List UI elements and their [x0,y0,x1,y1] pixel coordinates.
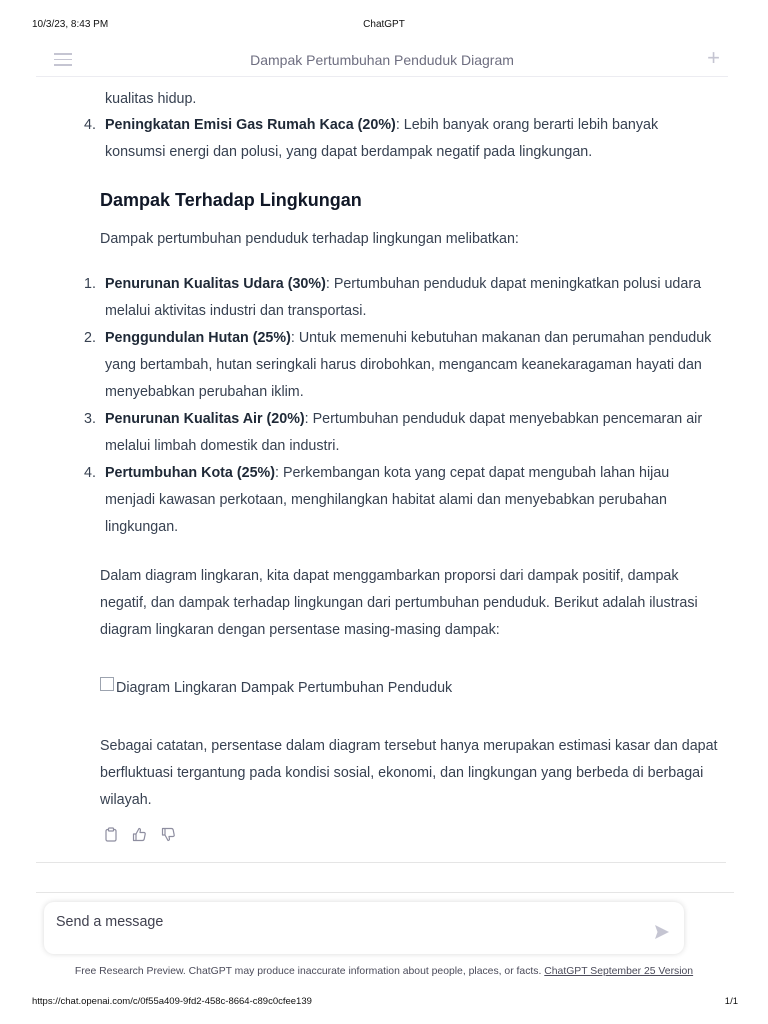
list-number: 4. [84,465,96,481]
message-input[interactable] [44,902,684,954]
list-item-title: Pertumbuhan Kota (25%) [105,465,275,481]
image-alt-text: Diagram Lingkaran Dampak Pertumbuhan Penduduk [116,680,453,696]
list-item [0,460,715,541]
list-number: 2. [84,330,96,346]
disclaimer [0,966,768,977]
version-link[interactable]: ChatGPT September 25 Version [544,966,694,977]
list-item-text: : Perkembangan kota yang cepat dapat mengubah lahan hijau menjadi kawasan perkotaan, menghilangkan habitat alami dan menyebabkan perubahan lingkungan. [105,465,670,535]
thumbs-up-icon[interactable] [132,827,147,847]
impact-list-continued [0,112,715,166]
list-item-title: Penurunan Kualitas Air (20%) [105,411,305,427]
top-bar [36,44,728,77]
list-item [0,406,715,460]
section-heading: Dampak Terhadap Lingkungan [100,190,362,210]
print-app-title: ChatGPT [363,19,405,30]
disclaimer-text: Free Research Preview. ChatGPT may produce inaccurate information about people, places, or facts. [74,966,542,977]
send-icon[interactable] [654,924,670,945]
list-number: 4. [84,117,96,133]
divider [36,892,734,893]
list-item-title: Peningkatan Emisi Gas Rumah Kaca (20%) [105,117,396,133]
list-item [0,271,715,325]
message-actions [104,827,176,847]
list-number: 1. [84,276,96,292]
list-number: 3. [84,411,96,427]
print-url: https://chat.openai.com/c/0f55a409-9fd2-458c-8664-c89c0cfee139 [32,996,312,1007]
broken-image [100,675,452,702]
list-item-text: : Lebih banyak orang berarti lebih banyak konsumsi energi dan polusi, yang dapat berdampak negatif pada lingkungan. [105,117,659,160]
page-number: 1/1 [724,996,738,1007]
print-date: 10/3/23, 8:43 PM [32,19,109,30]
list-item-title: Penurunan Kualitas Udara (30%) [105,276,326,292]
list-item-text: : Pertumbuhan penduduk dapat meningkatkan polusi udara melalui aktivitas industri dan transportasi. [105,276,702,319]
environment-impact-list [0,271,715,541]
list-item-title: Penggundulan Hutan (25%) [105,330,291,346]
text-fragment: kualitas hidup. [105,91,197,107]
broken-image-icon [100,677,114,691]
paragraph: Sebagai catatan, persentase dalam diagram tersebut hanya merupakan estimasi kasar dan dapat berfluktuasi tergantung pada kondisi sosial, ekonomi, dan lingkungan yang berbeda di berbagai wilayah. [100,738,718,808]
list-item [0,112,715,166]
list-item-text: : Untuk memenuhi kebutuhan makanan dan perumahan penduduk yang bertambah, hutan seringkali harus dirobohkan, mengancam keanekaragaman hayati dan menyebabkan perubahan iklim. [105,330,712,400]
section-intro: Dampak pertumbuhan penduduk terhadap lingkungan melibatkan: [100,231,519,247]
list-item [0,325,715,406]
message-input-placeholder: Send a message [56,914,164,930]
list-item-text: : Pertumbuhan penduduk dapat menyebabkan pencemaran air melalui limbah domestik dan industri. [105,411,703,454]
thumbs-down-icon[interactable] [161,827,176,847]
clipboard-icon[interactable] [104,827,118,847]
paragraph: Dalam diagram lingkaran, kita dapat menggambarkan proporsi dari dampak positif, dampak negatif, dan dampak terhadap lingkungan dari pertumbuhan penduduk. Berikut adalah ilustrasi diagram lingkaran dengan persentase masing-masing dampak: [100,568,698,638]
divider [36,862,726,863]
conversation-title: Dampak Pertumbuhan Penduduk Diagram [250,52,514,68]
new-chat-icon[interactable]: + [707,45,720,70]
print-header [0,0,768,40]
